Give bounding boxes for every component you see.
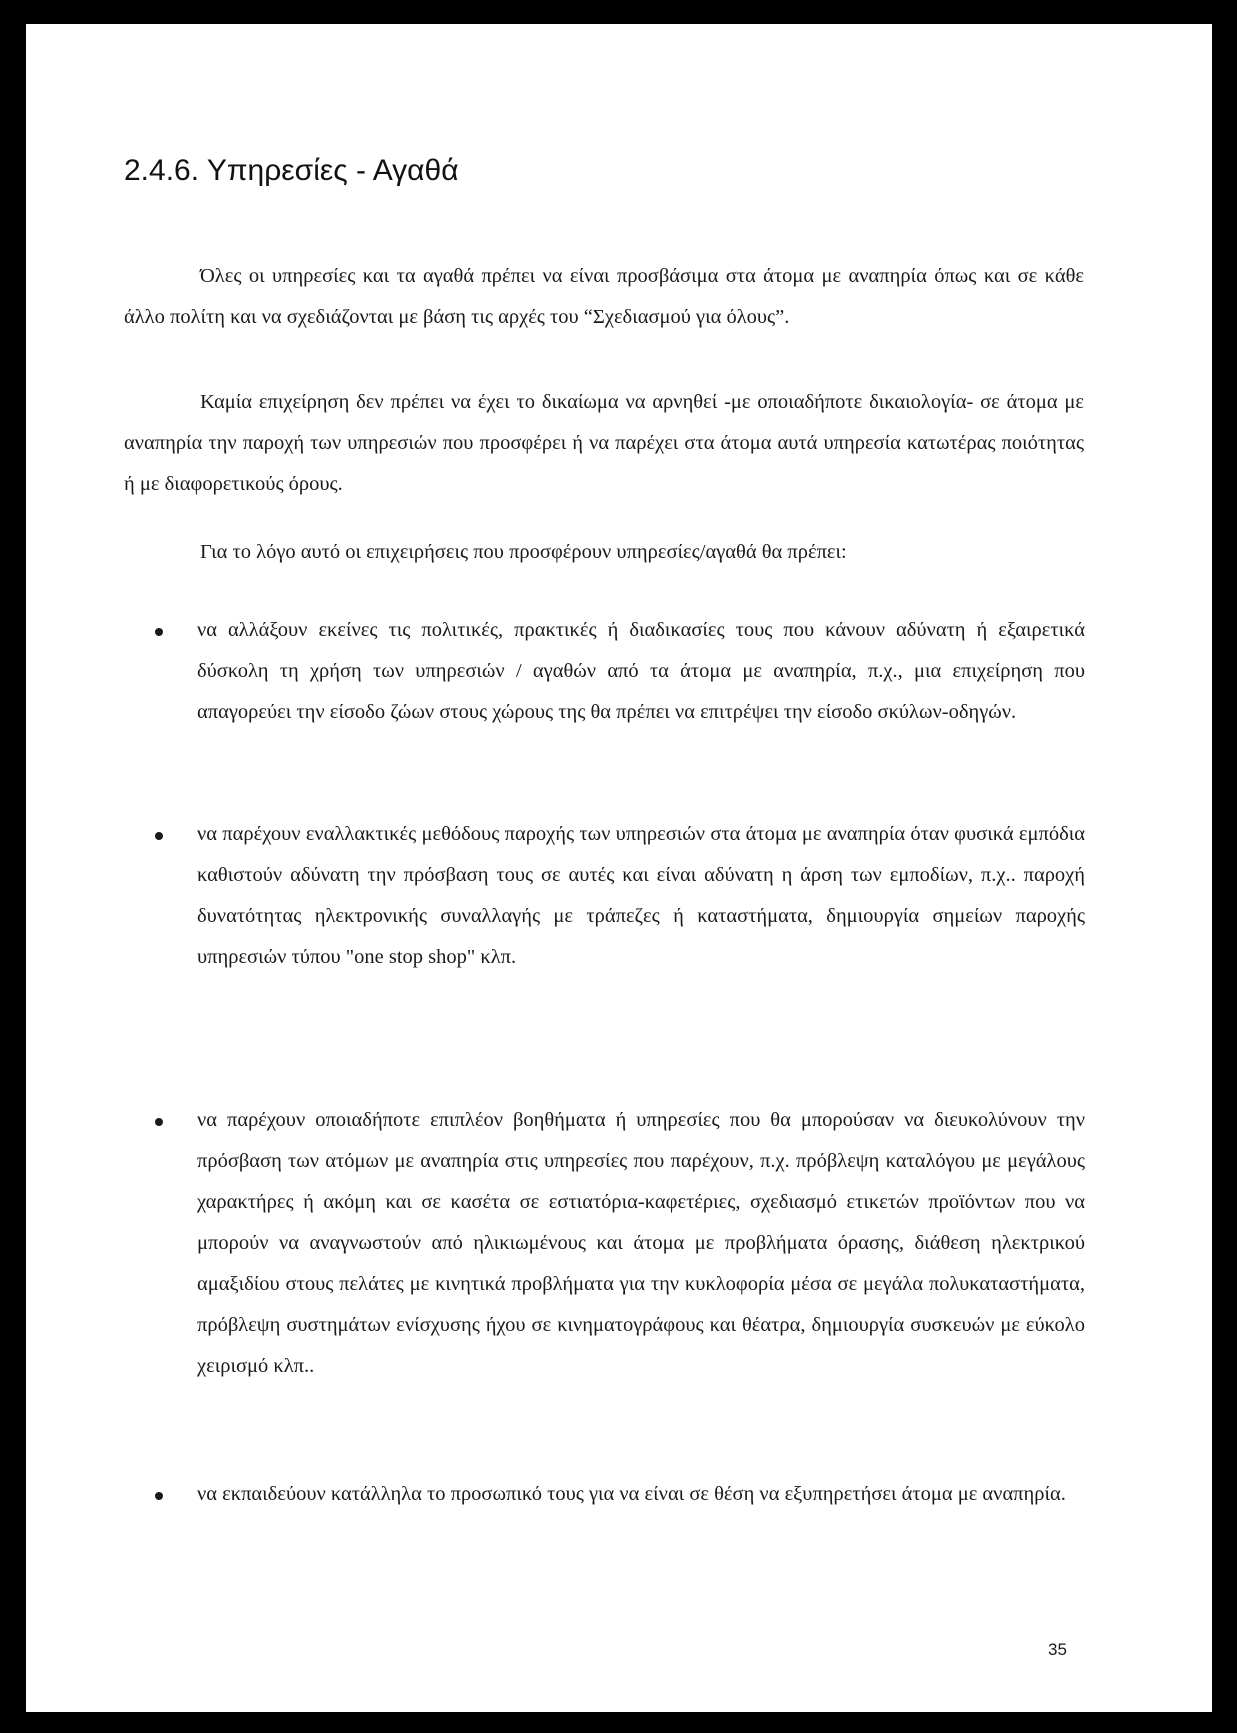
list-item-text: να αλλάξουν εκείνες τις πολιτικές, πρακτικές ή διαδικασίες τους που κάνουν αδύνατη ή εξαιρετικά δύσκολη τη χρήση των υπηρεσιών / αγαθών από τα άτομα με αναπηρία, π.χ., μια επιχείρηση που απαγορεύει την είσοδο ζώων στους χώρους της θα πρέπει να επιτρέψει την είσοδο σκύλων-οδηγών.: [197, 619, 1085, 723]
obligations-list: [26, 24, 1212, 1712]
bullet-icon: [155, 628, 163, 636]
list-item-text: να παρέχουν οποιαδήποτε επιπλέον βοηθήματα ή υπηρεσίες που θα μπορούσαν να διευκολύνουν την πρόσβαση των ατόμων με αναπηρία στις υπηρεσίες που παρέχουν, π.χ. πρόβλεψη καταλόγου με μεγάλους χαρακτήρες ή ακόμη και σε κασέτα σε εστιατόρια-καφετέριες, σχεδιασμό ετικετών προϊόντων που να μπορούν να αναγνωστούν από ηλικιωμένους και άτομα με προβλήματα όρασης, διάθεση ηλεκτρικού αμαξιδίου στους πελάτες με κινητικά προβλήματα για την κυκλοφορία μέσα σε μεγάλα πολυκαταστήματα, πρόβλεψη συστημάτων ενίσχυσης ήχου σε κινηματογράφους και θέατρα, δημιουργία συσκευών με εύκολο χειρισμό κλπ..: [197, 1109, 1085, 1377]
paragraph-obligations-intro: Για το λόγο αυτό οι επιχειρήσεις που προσφέρουν υπηρεσίες/αγαθά θα πρέπει:: [200, 541, 847, 563]
list-item: [197, 1100, 1085, 1387]
list-item: [197, 610, 1085, 733]
list-item: [197, 814, 1085, 978]
document-page: [26, 24, 1212, 1712]
paragraph-accessibility: Όλες οι υπηρεσίες και τα αγαθά πρέπει να είναι προσβάσιμα στα άτομα με αναπηρία όπως και σε κάθε άλλο πολίτη και να σχεδιάζονται με βάση τις αρχές του “Σχεδιασμού για όλους”.: [124, 265, 1084, 328]
page-number: 35: [1048, 1640, 1067, 1659]
list-item: [197, 1474, 1085, 1515]
bullet-icon: [155, 1118, 163, 1126]
section-heading: 2.4.6. Υπηρεσίες - Αγαθά: [124, 154, 459, 187]
list-item-text: να εκπαιδεύουν κατάλληλα το προσωπικό τους για να είναι σε θέση να εξυπηρετήσει άτομα με αναπηρία.: [197, 1483, 1066, 1505]
paragraph-no-refusal: Καμία επιχείρηση δεν πρέπει να έχει το δικαίωμα να αρνηθεί -με οποιαδήποτε δικαιολογία- σε άτομα με αναπηρία την παροχή των υπηρεσιών που προσφέρει ή να παρέχει στα άτομα αυτά υπηρεσία κατωτέρας ποιότητας ή με διαφορετικούς όρους.: [124, 391, 1084, 495]
bullet-icon: [155, 1492, 163, 1500]
bullet-icon: [155, 832, 163, 840]
list-item-text: να παρέχουν εναλλακτικές μεθόδους παροχής των υπηρεσιών στα άτομα με αναπηρία όταν φυσικά εμπόδια καθιστούν αδύνατη την πρόσβαση τους σε αυτές και είναι αδύνατη η άρση των εμποδίων, π.χ.. παροχή δυνατότητας ηλεκτρονικής συναλλαγής με τράπεζες ή καταστήματα, δημιουργία σημείων παροχής υπηρεσιών τύπου "one stop shop" κλπ.: [197, 823, 1085, 968]
